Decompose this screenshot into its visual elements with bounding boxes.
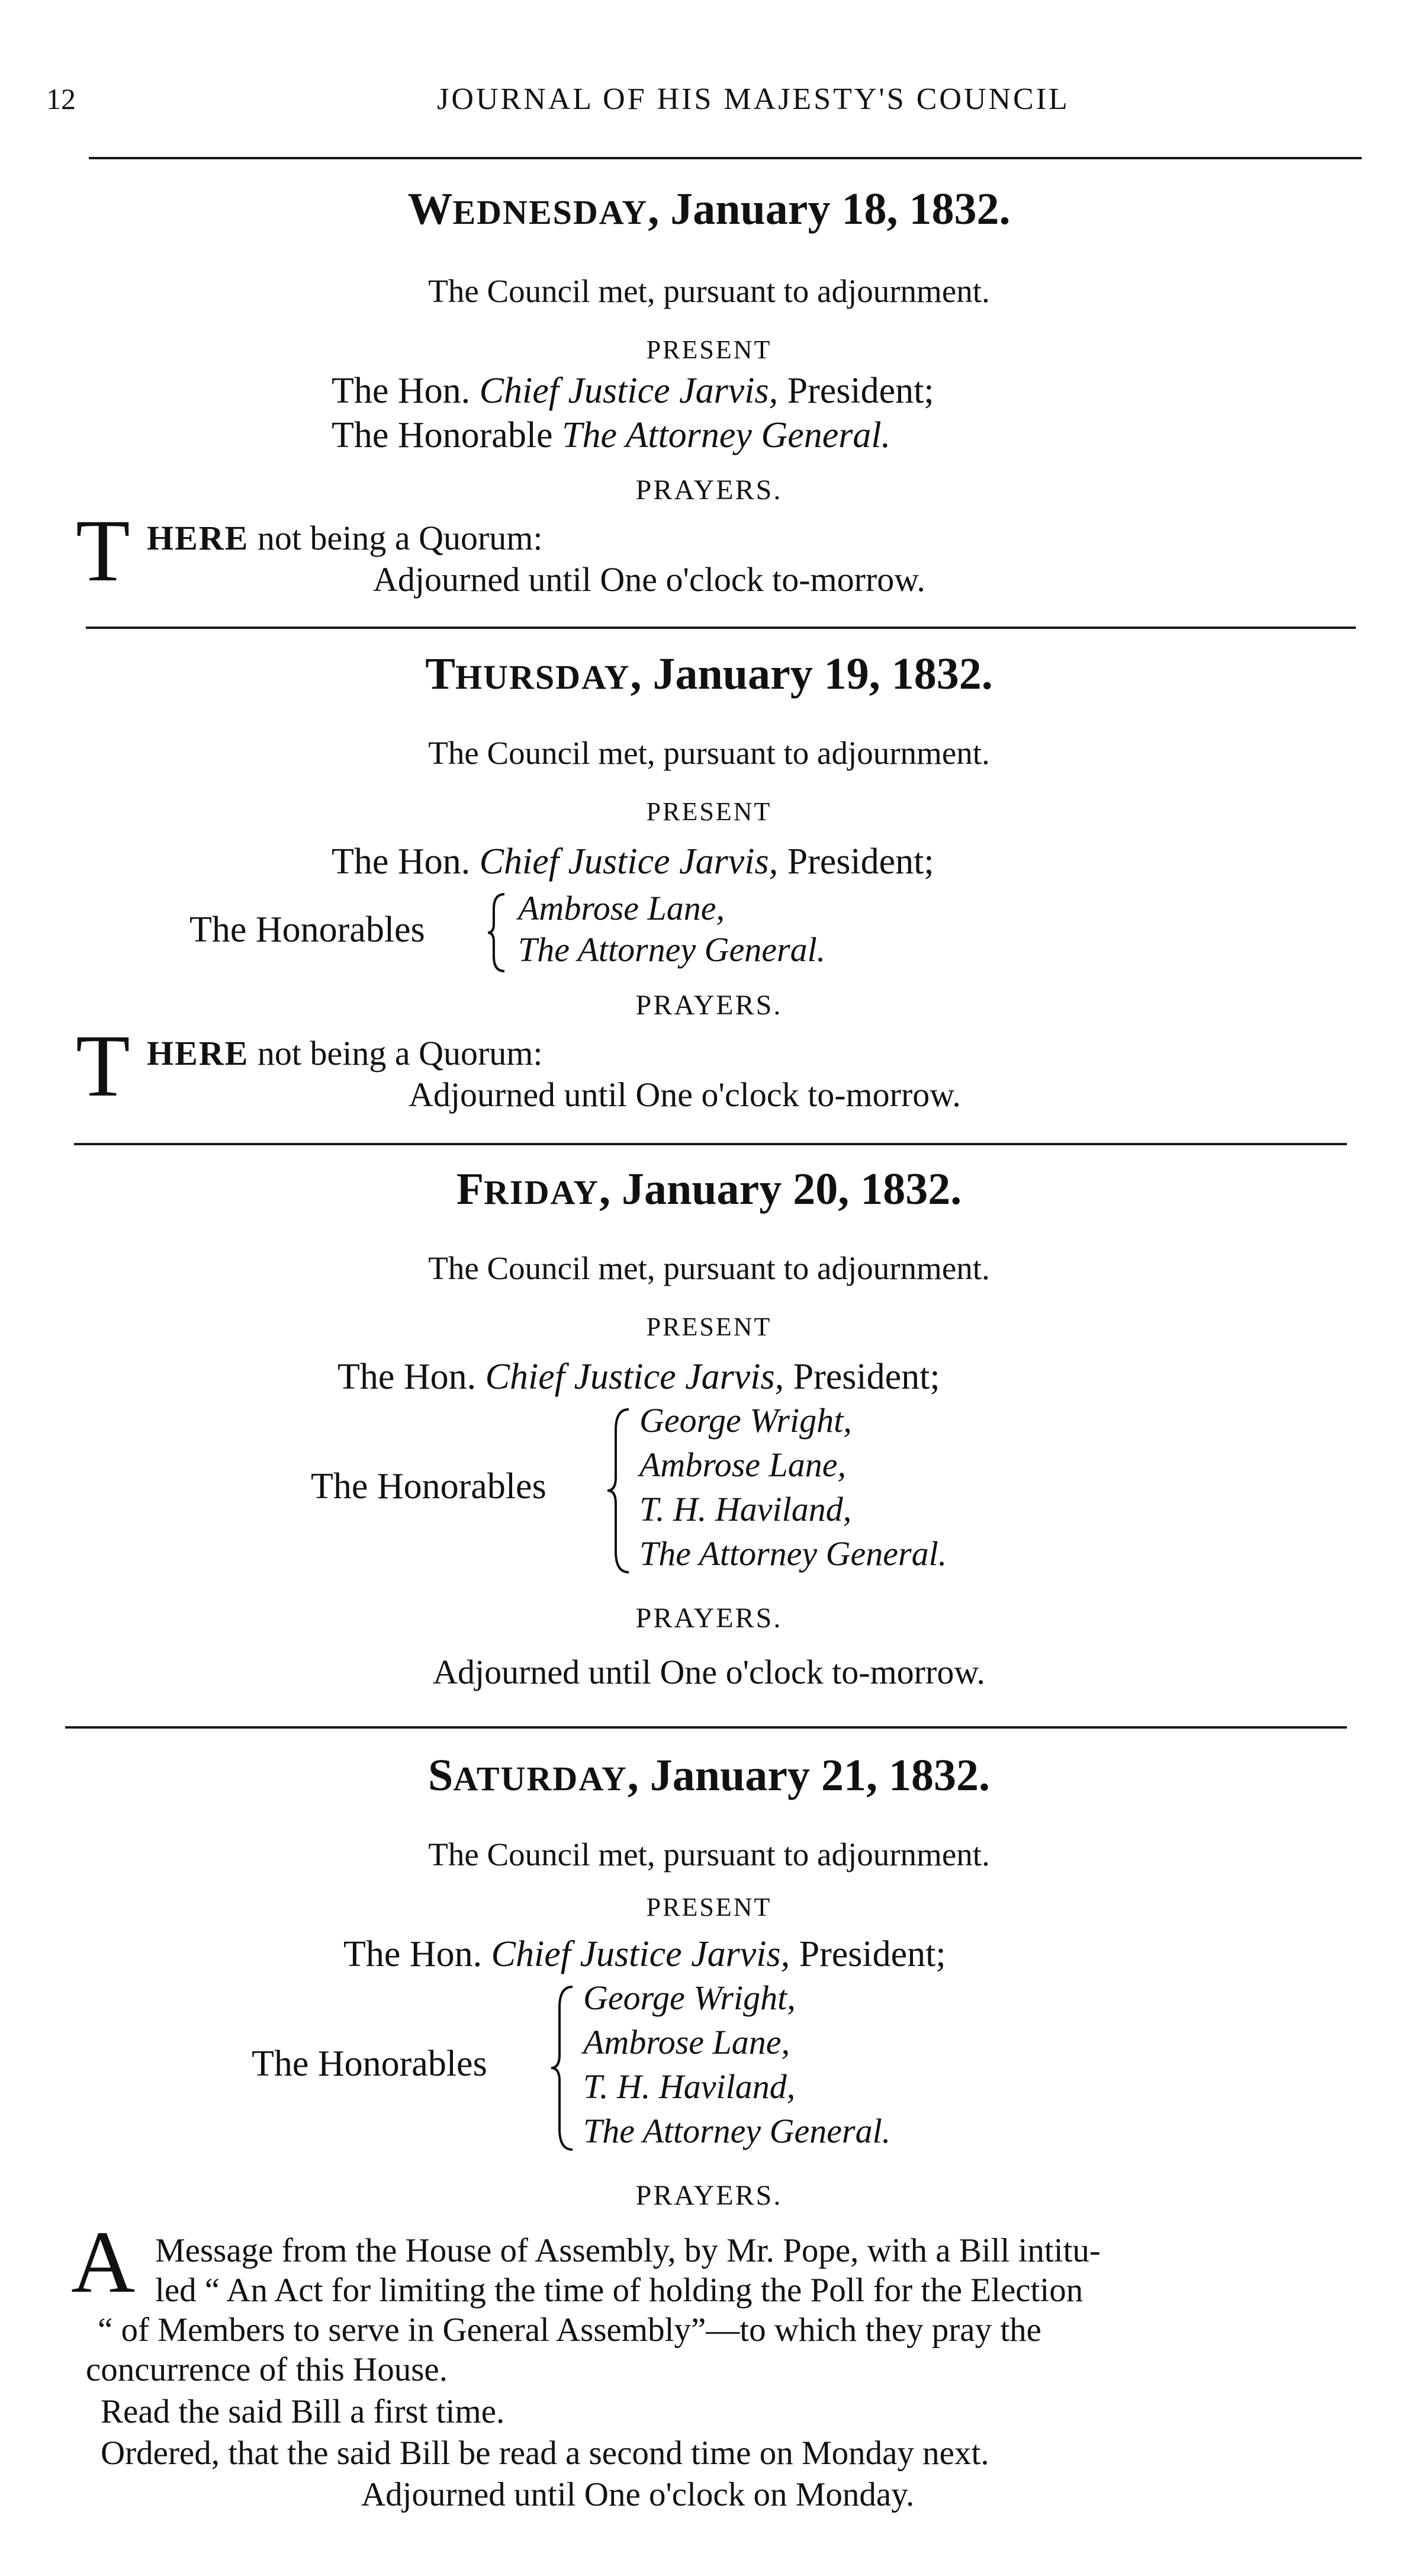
honorables-label: The Honorables xyxy=(311,1466,546,1507)
date-text: January 21, 1832. xyxy=(649,1750,990,1800)
entry-date-heading: SATURDAY, January 21, 1832. xyxy=(428,1750,990,1800)
running-header-title: JOURNAL OF HIS MAJESTY'S COUNCIL xyxy=(437,82,1070,116)
member-name: The Attorney General. xyxy=(583,2112,891,2150)
president-suffix: President; xyxy=(799,1934,946,1974)
entry-date-heading: WEDNESDAY, January 18, 1832. xyxy=(407,184,1011,234)
section-rule xyxy=(65,1726,1347,1729)
adjourned-line: Adjourned until One o'clock on Monday. xyxy=(361,2476,915,2513)
present-heading: PRESENT xyxy=(646,1312,772,1341)
council-met-line: The Council met, pursuant to adjournment. xyxy=(428,273,990,309)
council-met-line: The Council met, pursuant to adjournment. xyxy=(428,1836,990,1872)
drop-cap-t: T xyxy=(76,502,130,600)
prayers-heading: PRAYERS. xyxy=(635,474,783,506)
brace-icon xyxy=(604,1406,634,1575)
member-name: T. H. Haviland, xyxy=(639,1490,852,1528)
member-name: The Attorney General. xyxy=(562,415,891,455)
entry-date-heading: FRIDAY, January 20, 1832. xyxy=(456,1164,962,1214)
day-initial: S xyxy=(428,1750,454,1800)
day-rest: EDNESDAY xyxy=(452,193,648,232)
present-heading: PRESENT xyxy=(646,335,772,364)
date-text: January 18, 1832. xyxy=(670,184,1011,234)
honorable-line xyxy=(332,415,890,457)
read-line: Read the said Bill a first time. xyxy=(101,2393,505,2430)
day-rest: HURSDAY xyxy=(455,658,631,696)
brace-icon xyxy=(548,1984,577,2153)
message-line: “ of Members to serve in General Assembly”—to which they pray the xyxy=(98,2311,1041,2349)
day-initial: W xyxy=(407,184,453,234)
member-name: T. H. Haviland, xyxy=(583,2067,796,2106)
section-rule xyxy=(74,1143,1347,1145)
drop-cap-a: A xyxy=(71,2213,136,2311)
adjourned-line: Adjourned until One o'clock to-morrow. xyxy=(409,1075,961,1114)
president-name: Chief Justice Jarvis, xyxy=(479,371,779,411)
president-name: Chief Justice Jarvis, xyxy=(491,1934,790,1974)
member-name: The Attorney General. xyxy=(639,1534,947,1573)
date-text: January 19, 1832. xyxy=(652,649,993,699)
ordered-line: Ordered, that the said Bill be read a second time on Monday next. xyxy=(101,2434,989,2472)
president-prefix: The Hon. xyxy=(332,841,471,882)
message-line: Message from the House of Assembly, by Mr. Pope, with a Bill intitu- xyxy=(155,2232,1101,2269)
honorables-label: The Honorables xyxy=(189,910,425,950)
member-name: Ambrose Lane, xyxy=(639,1446,847,1484)
message-line: concurrence of this House. xyxy=(86,2351,448,2388)
date-text: January 20, 1832. xyxy=(621,1164,962,1214)
honorables-label: The Honorables xyxy=(252,2044,487,2084)
member-name: George Wright, xyxy=(583,1978,796,2017)
prayers-heading: PRAYERS. xyxy=(635,990,783,1021)
adjourned-line: Adjourned until One o'clock to-morrow. xyxy=(373,560,925,599)
member-name: Ambrose Lane, xyxy=(583,2023,790,2061)
present-heading: PRESENT xyxy=(646,797,772,826)
member-name: The Attorney General. xyxy=(518,930,826,969)
entry-date-heading: THURSDAY, January 19, 1832. xyxy=(425,649,993,699)
president-name: Chief Justice Jarvis, xyxy=(485,1357,784,1397)
message-line: led “ An Act for limiting the time of holding the Poll for the Election xyxy=(155,2272,1083,2309)
member-name: George Wright, xyxy=(639,1401,852,1440)
there-rest: not being a Quorum: xyxy=(257,519,543,557)
president-prefix: The Hon. xyxy=(343,1934,483,1974)
prayers-heading: PRAYERS. xyxy=(635,2180,783,2211)
president-prefix: The Hon. xyxy=(337,1357,477,1397)
quorum-line xyxy=(147,518,543,558)
president-line xyxy=(332,370,934,412)
president-line xyxy=(332,841,934,883)
page-number: 12 xyxy=(46,82,76,115)
day-initial: F xyxy=(456,1164,484,1214)
header-rule xyxy=(89,157,1362,159)
adjourned-line: Adjourned until One o'clock to-morrow. xyxy=(433,1653,985,1691)
honorables-label: The Honorable xyxy=(332,415,553,455)
quorum-line xyxy=(147,1033,543,1073)
council-met-line: The Council met, pursuant to adjournment. xyxy=(428,735,990,771)
president-suffix: President; xyxy=(787,371,934,411)
day-rest: RIDAY xyxy=(484,1173,599,1212)
president-prefix: The Hon. xyxy=(332,371,471,411)
president-line xyxy=(343,1933,946,1976)
present-heading: PRESENT xyxy=(646,1893,772,1922)
day-initial: T xyxy=(425,649,455,699)
member-name: Ambrose Lane, xyxy=(518,889,725,927)
president-name: Chief Justice Jarvis, xyxy=(479,841,779,882)
section-rule xyxy=(86,627,1356,629)
council-met-line: The Council met, pursuant to adjournment. xyxy=(428,1250,990,1286)
there-word: HERE xyxy=(147,1034,249,1072)
there-rest: not being a Quorum: xyxy=(257,1034,543,1072)
president-suffix: President; xyxy=(787,841,934,882)
prayers-heading: PRAYERS. xyxy=(635,1602,783,1634)
drop-cap-t: T xyxy=(76,1017,130,1115)
there-word: HERE xyxy=(147,519,249,557)
president-suffix: President; xyxy=(793,1357,940,1397)
day-rest: ATURDAY xyxy=(453,1759,628,1798)
brace-icon xyxy=(485,891,509,974)
president-line xyxy=(337,1356,940,1398)
